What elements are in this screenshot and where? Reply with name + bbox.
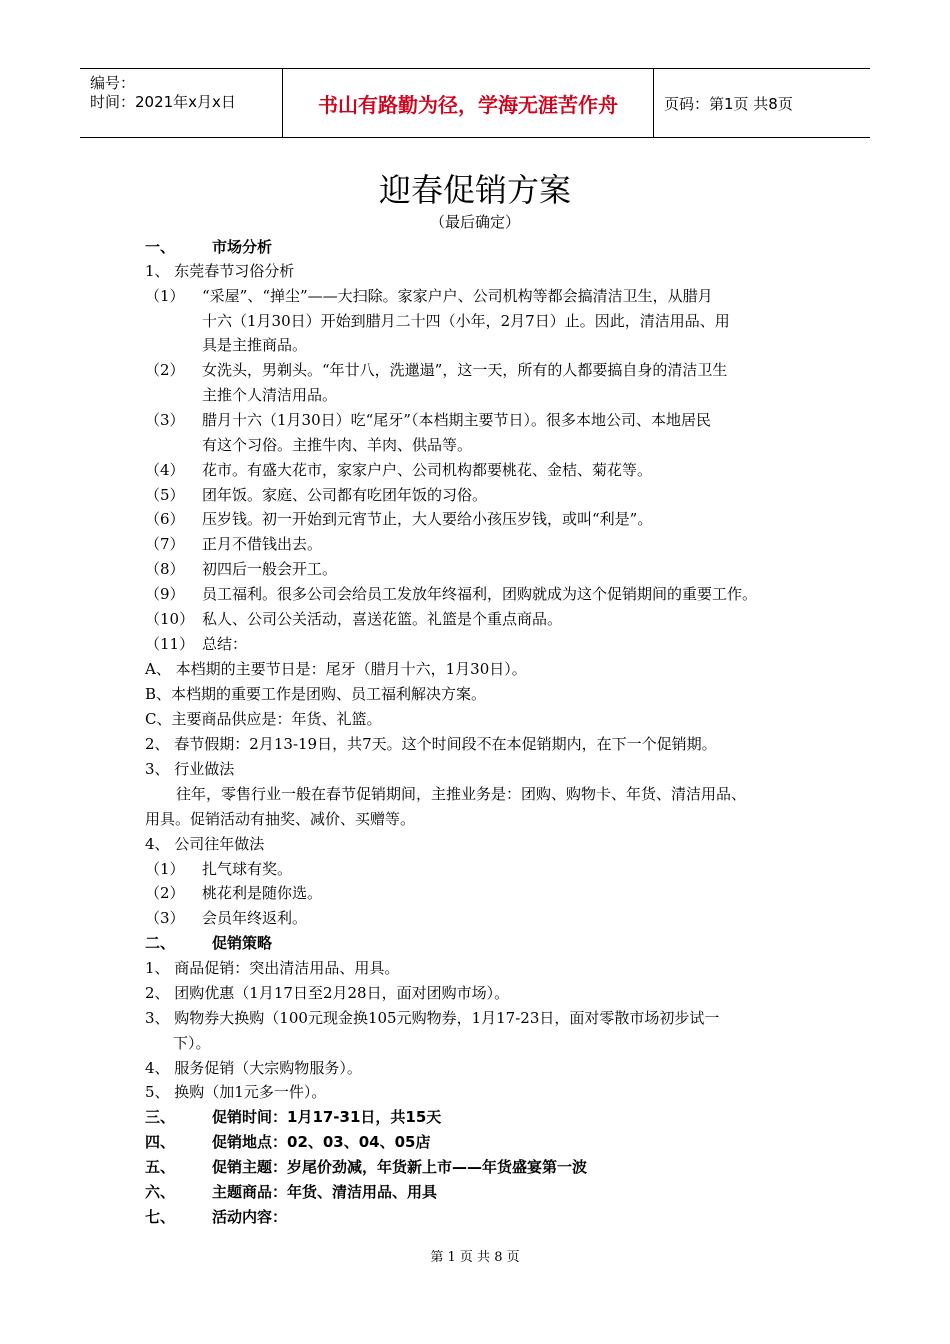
strategy-item: 下）。 [173, 1034, 211, 1052]
document-title: 迎春促销方案 [378, 171, 571, 209]
section-number: 三、 [145, 1108, 176, 1126]
subsection-heading: 1、 东莞春节习俗分析 [145, 262, 295, 280]
item-text: 扎气球有奖。 [202, 860, 293, 878]
item-number: （6） [145, 510, 185, 528]
section-heading: 促销时间：1月17-31日，共15天 [212, 1108, 442, 1126]
section-number: 四、 [145, 1133, 176, 1151]
section-heading: 促销主题：岁尾价劲减，年货新上市——年货盛宴第一波 [212, 1158, 588, 1176]
subsection-heading: 3、 行业做法 [145, 760, 235, 778]
item-text: “采屋”、“掸尘”——大扫除。家家户户、公司机构等都会搞清洁卫生，从腊月 [202, 287, 713, 305]
summary-line: A、 本档期的主要节日是：尾牙（腊月十六，1月30日）。 [145, 660, 527, 678]
item-text: 会员年终返利。 [202, 909, 308, 927]
section-heading: 主题商品：年货、清洁用品、用具 [212, 1183, 438, 1201]
item-text: 腊月十六（1月30日）吃“尾牙”（本档期主要节日）。很多本地公司、本地居民 [202, 411, 711, 429]
time-label: 时间：2021年x月x日 [90, 93, 236, 111]
item-number: （7） [145, 535, 185, 553]
subsection-heading: 4、 公司往年做法 [145, 835, 265, 853]
item-text: 初四后一般会开工。 [202, 560, 338, 578]
summary-line: B、本档期的重要工作是团购、员工福利解决方案。 [145, 685, 487, 703]
item-text: 具是主推商品。 [202, 336, 308, 354]
item-text: 员工福利。很多公司会给员工发放年终福利，团购就成为这个促销期间的重要工作。 [202, 585, 758, 603]
header-info-cell [80, 69, 283, 137]
item-text: 女洗头，男剃头。“年廿八，洗邋遢”，这一天，所有的人都要搞自身的清洁卫生 [202, 361, 728, 379]
item-number: （2） [145, 361, 185, 379]
section-number: 六、 [145, 1183, 176, 1201]
item-text: 私人、公司公关活动，喜送花篮。礼篮是个重点商品。 [202, 610, 563, 628]
paragraph-text: 用具。促销活动有抽奖、减价、买赠等。 [145, 810, 416, 828]
item-text: 压岁钱。初一开始到元宵节止，大人要给小孩压岁钱，或叫“利是”。 [202, 510, 653, 528]
code-label: 编号： [90, 74, 136, 92]
item-number: （9） [145, 585, 185, 603]
item-number: （5） [145, 486, 185, 504]
item-text: 花市。有盛大花市，家家户户、公司机构都要桃花、金桔、菊花等。 [202, 461, 653, 479]
section-heading: 市场分析 [212, 238, 273, 256]
section-number: 七、 [145, 1208, 176, 1226]
strategy-item: 5、 换购（加1元多一件）。 [145, 1083, 327, 1101]
item-text: 正月不借钱出去。 [202, 535, 323, 553]
item-number: （2） [145, 884, 185, 902]
item-text: 总结： [202, 635, 248, 653]
paragraph-text: 往年，零售行业一般在春节促销期间，主推业务是：团购、购物卡、年货、清洁用品、 [176, 785, 747, 803]
item-text: 有这个习俗。主推牛肉、羊肉、供品等。 [202, 436, 473, 454]
page-footer: 第 1 页 共 8 页 [430, 1250, 520, 1265]
document-subtitle: （最后确定） [429, 213, 520, 231]
item-number: （8） [145, 560, 185, 578]
item-text: 十六（1月30日）开始到腊月二十四（小年，2月7日）止。因此，清洁用品、用 [202, 312, 730, 330]
section-number: 二、 [145, 934, 176, 952]
item-text: 主推个人清洁用品。 [202, 386, 338, 404]
item-number: （4） [145, 461, 185, 479]
item-number: （11） [145, 635, 195, 653]
section-heading: 促销地点：02、03、04、05店 [212, 1133, 431, 1151]
strategy-item: 1、 商品促销：突出清洁用品、用具。 [145, 959, 400, 977]
section-heading: 活动内容： [212, 1208, 288, 1226]
subsection-heading: 2、 春节假期：2月13-19日，共7天。这个时间段不在本促销期内，在下一个促销期。 [145, 735, 717, 753]
item-number: （1） [145, 860, 185, 878]
section-number: 五、 [145, 1158, 176, 1176]
strategy-item: 2、 团购优惠（1月17日至2月28日，面对团购市场）。 [145, 984, 510, 1002]
page-header [80, 68, 870, 138]
item-number: （3） [145, 411, 185, 429]
summary-line: C、主要商品供应是：年货、礼篮。 [145, 710, 382, 728]
item-number: （10） [145, 610, 195, 628]
strategy-item: 4、 服务促销（大宗购物服务）。 [145, 1059, 362, 1077]
strategy-item: 3、 购物券大换购（100元现金换105元购物券，1月17-23日，面对零散市场初步试一 [145, 1009, 720, 1027]
section-heading: 促销策略 [212, 934, 273, 952]
item-number: （3） [145, 909, 185, 927]
item-text: 团年饭。家庭、公司都有吃团年饭的习俗。 [202, 486, 488, 504]
item-text: 桃花利是随你选。 [202, 884, 323, 902]
header-page-label: 页码：第1页 共8页 [664, 94, 793, 113]
item-number: （1） [145, 287, 185, 305]
header-motto: 书山有路勤为径，学海无涯苦作舟 [283, 69, 654, 137]
section-number: 一、 [145, 238, 176, 256]
